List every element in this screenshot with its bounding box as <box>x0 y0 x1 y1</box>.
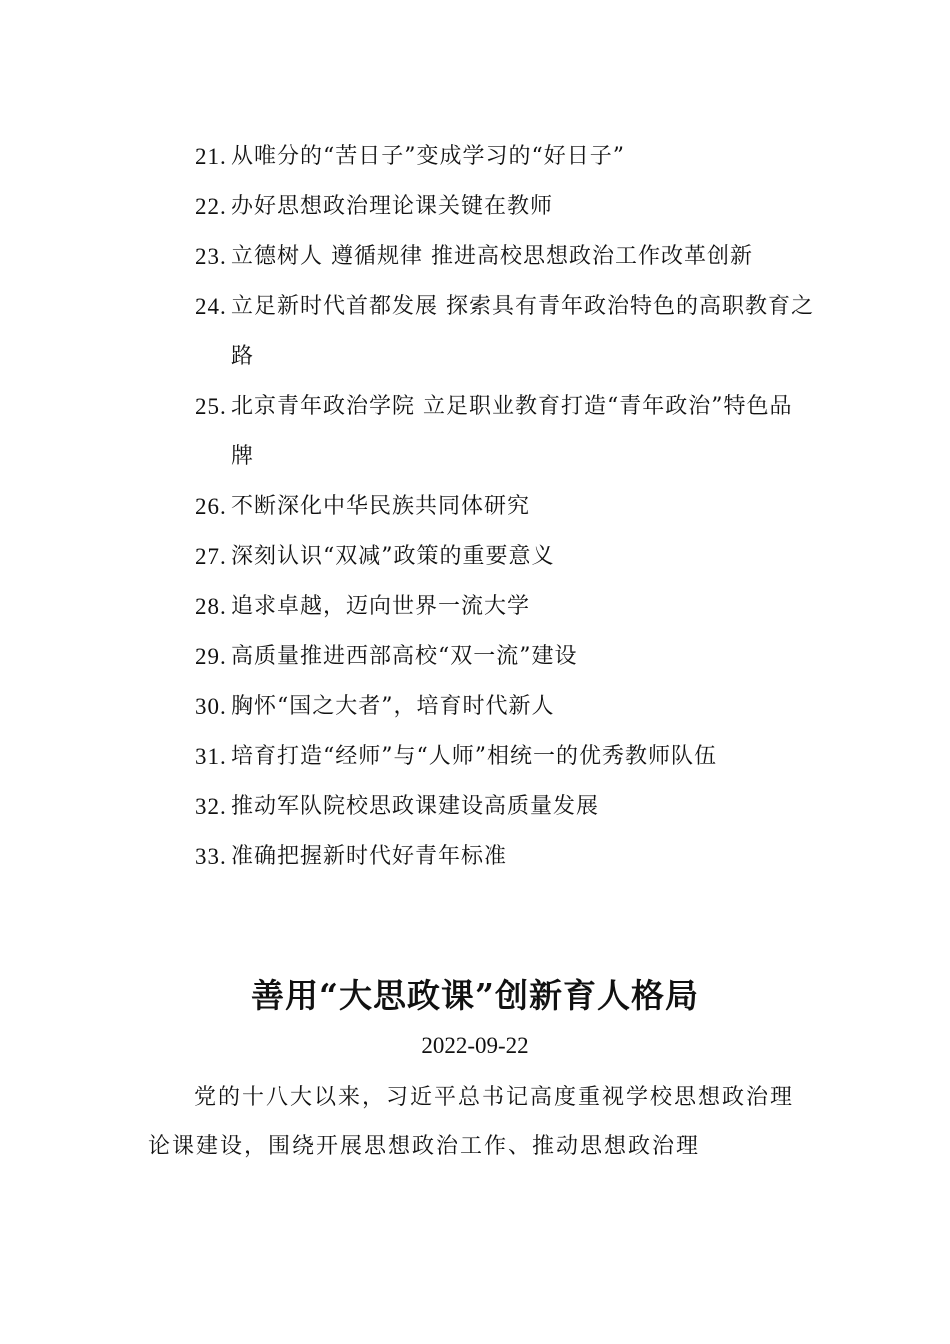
list-item-number: 23. <box>195 244 227 269</box>
list-item-title: 深刻认识“双减”政策的重要意义 <box>231 544 555 569</box>
list-item-title: 从唯分的“苦日子”变成学习的“好日子” <box>231 144 625 169</box>
list-item-title: 高质量推进西部高校“双一流”建设 <box>231 644 578 669</box>
list-item-title: 北京青年政治学院 立足职业教育打造“青年政治”特色品牌 <box>231 394 793 469</box>
list-item-number: 24. <box>195 294 227 319</box>
list-item-number: 29. <box>195 644 227 669</box>
list-item-title: 办好思想政治理论课关键在教师 <box>231 194 554 219</box>
list-item-title: 立足新时代首都发展 探索具有青年政治特色的高职教育之路 <box>231 294 814 369</box>
list-item <box>195 832 815 882</box>
list-item-number: 26. <box>195 494 227 519</box>
list-item <box>195 482 815 532</box>
article-title: 善用“大思政课”创新育人格局 <box>251 976 699 1015</box>
list-item-title: 立德树人 遵循规律 推进高校思想政治工作改革创新 <box>231 244 753 269</box>
list-item-number: 30. <box>195 694 227 719</box>
list-item-title: 不断深化中华民族共同体研究 <box>231 494 531 519</box>
list-item-number: 32. <box>195 794 227 819</box>
list-item-number: 27. <box>195 544 227 569</box>
list-item-number: 25. <box>195 394 227 419</box>
list-item <box>195 232 815 282</box>
list-item-title: 胸怀“国之大者”，培育时代新人 <box>231 694 555 719</box>
list-item <box>195 732 815 782</box>
list-item <box>195 582 815 632</box>
list-item <box>195 382 815 482</box>
list-item <box>195 682 815 732</box>
article-date: 2022-09-22 <box>421 1033 529 1058</box>
list-item <box>195 632 815 682</box>
article-paragraph: 党的十八大以来，习近平总书记高度重视学校思想政治理论课建设，围绕开展思想政治工作、推动思想政治理 <box>148 1085 795 1159</box>
list-item-title: 追求卓越，迈向世界一流大学 <box>231 594 531 619</box>
list-item-number: 28. <box>195 594 227 619</box>
list-item-title: 培育打造“经师”与“人师”相统一的优秀教师队伍 <box>231 744 717 769</box>
list-item-title: 准确把握新时代好青年标准 <box>231 844 508 869</box>
list-item-number: 31. <box>195 744 227 769</box>
article-list <box>195 132 815 882</box>
list-item-number: 22. <box>195 194 227 219</box>
list-item <box>195 182 815 232</box>
list-item-number: 21. <box>195 144 227 169</box>
list-item <box>195 282 815 382</box>
list-item-title: 推动军队院校思政课建设高质量发展 <box>231 794 600 819</box>
list-item <box>195 132 815 182</box>
list-item <box>195 532 815 582</box>
list-item-number: 33. <box>195 844 227 869</box>
list-item <box>195 782 815 832</box>
